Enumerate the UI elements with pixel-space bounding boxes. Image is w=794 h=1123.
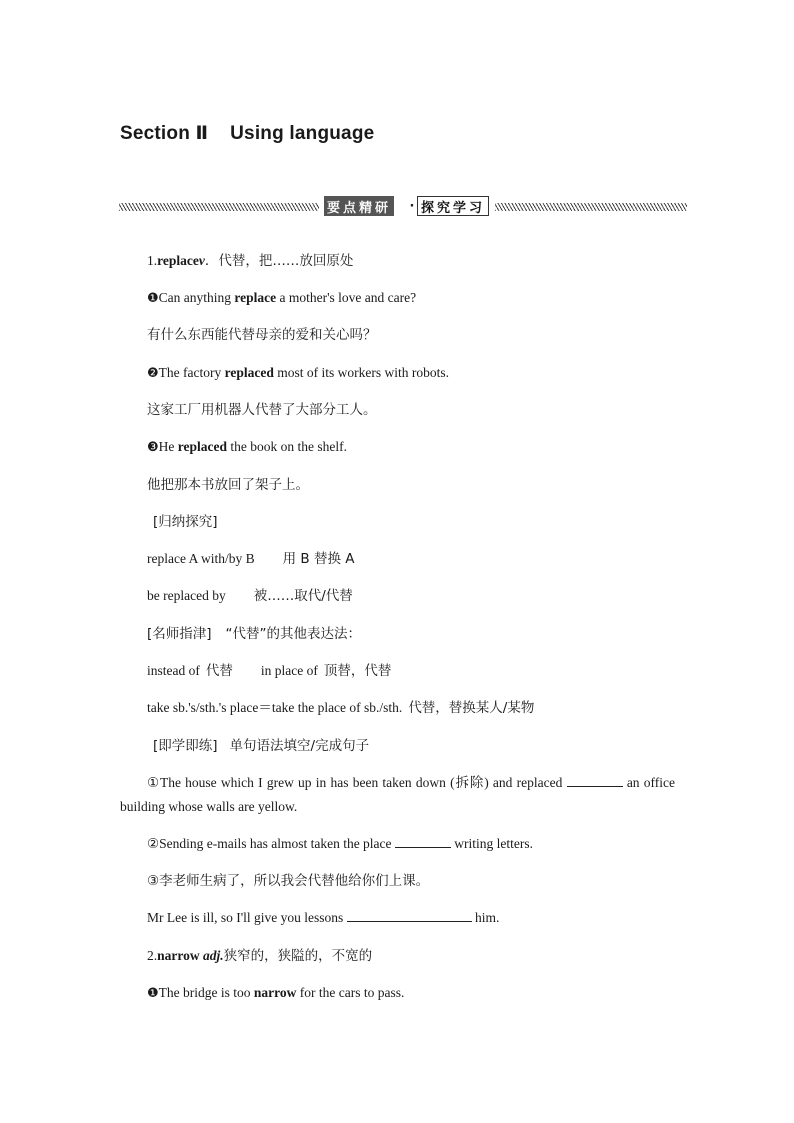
item1-heading: 1.replacev．代替，把……放回原处 xyxy=(147,253,354,269)
alternatives-row: instead of 代替 in place of 顶替，代替 xyxy=(147,663,392,679)
question-2: ②Sending e-mails has almost taken the place writing letters. xyxy=(147,836,534,851)
phrase-row-1: replace A with/by B 用 B 替换 A xyxy=(147,551,355,567)
item2-meaning: 狭窄的，狭隘的，不宽的 xyxy=(223,948,373,964)
item2-heading: 2.narrow adj.狭窄的，狭隘的，不宽的 xyxy=(147,948,373,964)
item2-example-1: ❶The bridge is too narrow for the cars to pass. xyxy=(147,985,405,1001)
item2-headword: narrow xyxy=(157,948,200,963)
item1-example-3-translation: 他把那本书放回了架子上。 xyxy=(147,477,309,493)
practice-label: [即学即练] xyxy=(153,738,218,754)
summary-label: [归纳探究] xyxy=(153,514,218,530)
question-1: ①The house which I grew up in has been taken down (拆除) and replaced an office building whose walls are yellow. xyxy=(120,775,676,814)
section-title: Section Ⅱ Using language xyxy=(120,123,375,144)
section-banner xyxy=(119,196,687,218)
answer-blank-1[interactable] xyxy=(567,774,623,787)
banner-separator-dot: · xyxy=(409,198,415,214)
item1-headword: replace xyxy=(157,253,199,268)
question-3: Mr Lee is ill, so I'll give you lessons him. xyxy=(147,910,500,925)
answer-blank-3[interactable] xyxy=(347,909,472,922)
alternatives-row-2: take sb.'s/sth.'s place＝take the place of sb./sth. 代替，替换某人/某物 xyxy=(147,700,535,716)
item1-example-2: ❷The factory replaced most of its workers with robots. xyxy=(147,365,449,381)
answer-blank-2[interactable] xyxy=(395,835,451,848)
question-3-prompt: ③李老师生病了，所以我会代替他给你们上课。 xyxy=(147,873,430,889)
item1-example-1-translation: 有什么东西能代替母亲的爱和关心吗？ xyxy=(147,327,377,343)
banner-hatch-right xyxy=(495,203,687,211)
item1-example-3: ❸He replaced the book on the shelf. xyxy=(147,439,348,455)
number-2-icon: ❷ xyxy=(147,366,159,381)
phrase-row-2: be replaced by 被……取代/代替 xyxy=(147,588,353,604)
item1-pos: v xyxy=(198,253,205,268)
practice-row: [即学即练] 单句语法填空/完成句子 xyxy=(153,738,370,754)
item1-example-1: ❶Can anything replace a mother's love and care? xyxy=(147,290,417,306)
item1-meaning: ．代替，把……放回原处 xyxy=(204,253,354,269)
number-1-icon: ❶ xyxy=(147,291,159,306)
banner-label-inquiry: 探究学习 xyxy=(417,196,489,216)
item2-pos: adj. xyxy=(203,948,224,963)
number-3-icon: ❸ xyxy=(147,440,159,455)
banner-label-key-points: 要点精研 xyxy=(324,196,394,216)
number-1-icon: ❶ xyxy=(147,986,159,1001)
banner-hatch-left xyxy=(119,203,319,211)
tip-row: [名师指津] “代替”的其他表达法： xyxy=(147,626,362,642)
tip-label: [名师指津] xyxy=(147,626,212,642)
item1-example-2-translation: 这家工厂用机器人代替了大部分工人。 xyxy=(147,402,377,418)
